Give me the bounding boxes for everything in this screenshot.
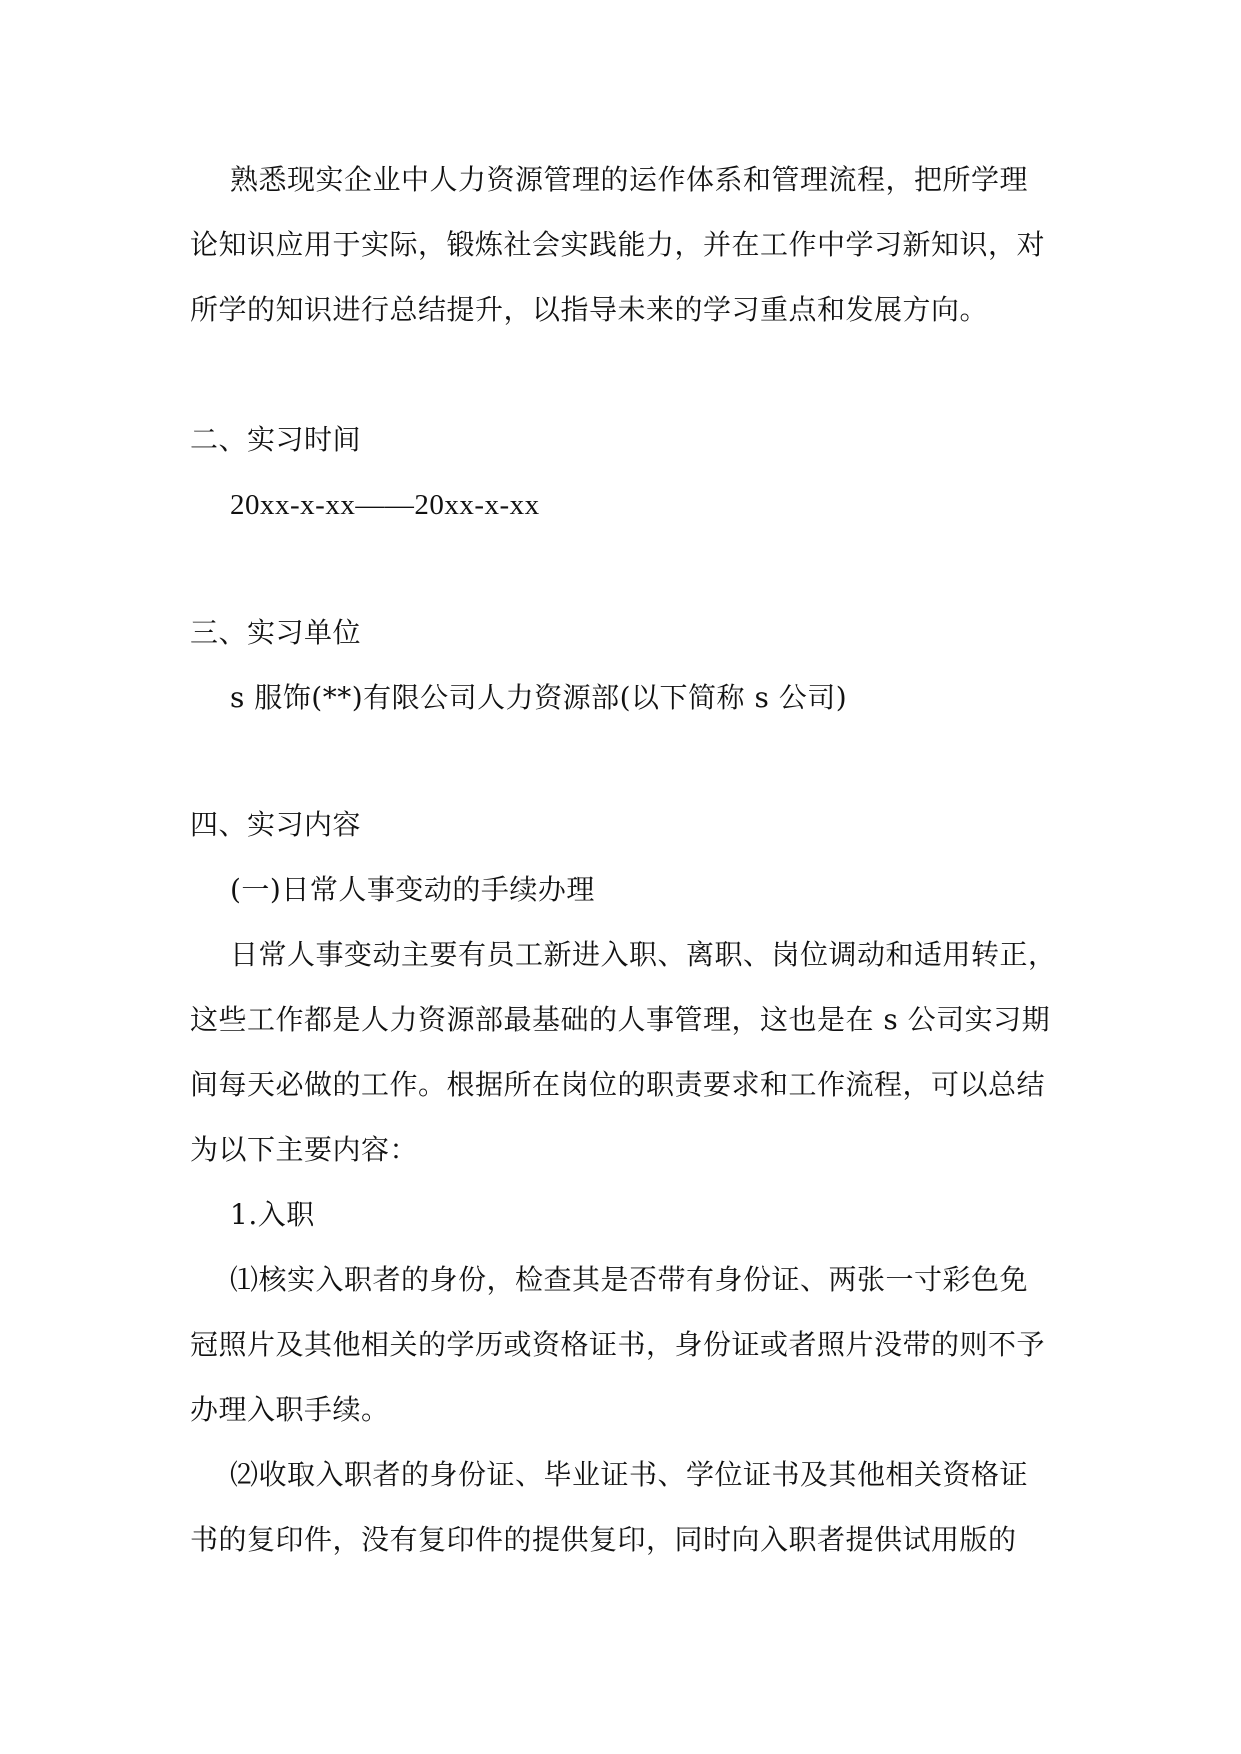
intro-line-2: 论知识应用于实际，锻炼社会实践能力，并在工作中学习新知识，对 <box>190 228 1046 261</box>
section-heading-time: 二、实习时间 <box>190 423 362 456</box>
paragraph-line: 间每天必做的工作。根据所在岗位的职责要求和工作流程，可以总结 <box>190 1068 1046 1101</box>
item-paragraph-line: 冠照片及其他相关的学历或资格证书，身份证或者照片没带的则不予 <box>190 1328 1046 1361</box>
intro-line-1: 熟悉现实企业中人力资源管理的运作体系和管理流程，把所学理 <box>230 163 1029 196</box>
paragraph-line: 为以下主要内容： <box>190 1133 419 1166</box>
item-paragraph-line: ⑵收取入职者的身份证、毕业证书、学位证书及其他相关资格证 <box>230 1458 1029 1491</box>
section-heading-content: 四、实习内容 <box>190 808 362 841</box>
item-paragraph-line: 书的复印件，没有复印件的提供复印，同时向入职者提供试用版的 <box>190 1523 1017 1556</box>
item-heading-onboarding: 1.入职 <box>230 1198 315 1231</box>
paragraph-line: 这些工作都是人力资源部最基础的人事管理，这也是在 s 公司实习期 <box>190 1003 1051 1036</box>
item-paragraph-line: ⑴核实入职者的身份，检查其是否带有身份证、两张一寸彩色免 <box>230 1263 1029 1296</box>
internship-period: 20xx-x-xx——20xx-x-xx <box>230 489 540 521</box>
paragraph-line: 日常人事变动主要有员工新进入职、离职、岗位调动和适用转正， <box>230 938 1057 971</box>
intro-line-3: 所学的知识进行总结提升，以指导未来的学习重点和发展方向。 <box>190 293 989 326</box>
section-heading-unit: 三、实习单位 <box>190 616 362 649</box>
internship-unit: s 服饰(**)有限公司人力资源部(以下简称 s 公司) <box>230 681 848 714</box>
item-paragraph-line: 办理入职手续。 <box>190 1393 390 1426</box>
subsection-heading-1: (一)日常人事变动的手续办理 <box>230 873 595 906</box>
